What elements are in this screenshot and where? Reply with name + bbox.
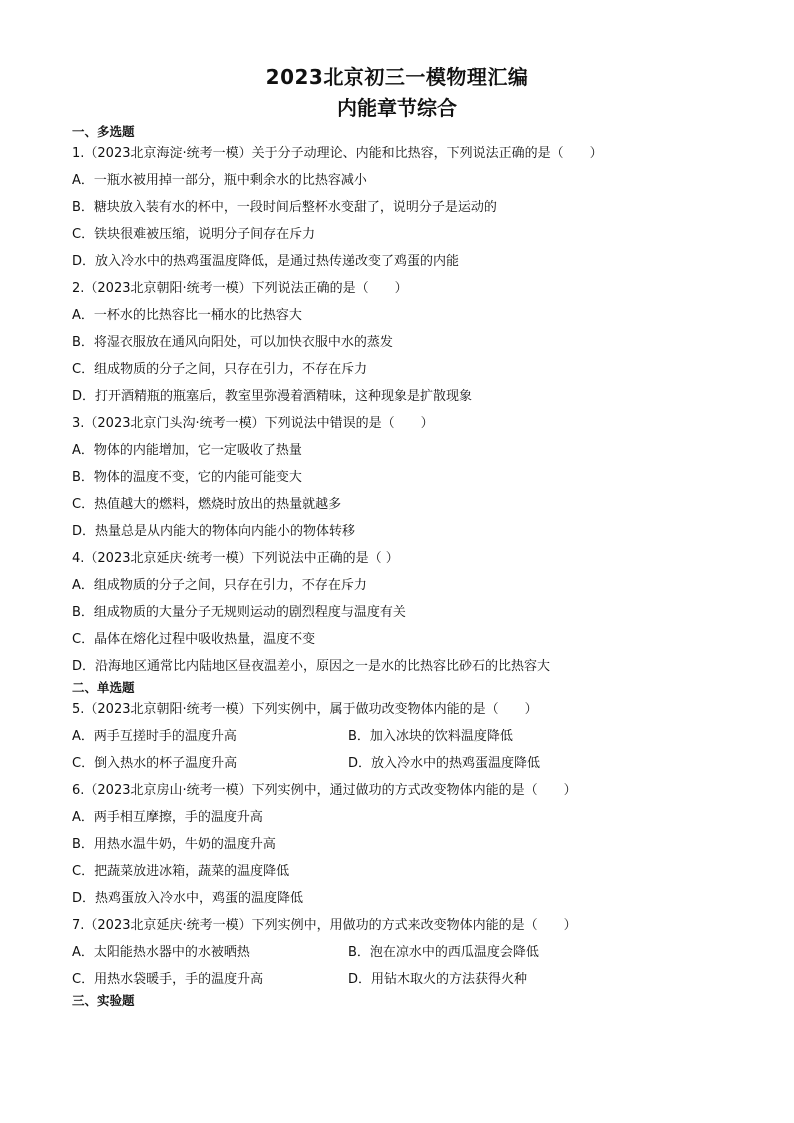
option-c: C．铁块很难被压缩，说明分子间存在斥力	[72, 227, 316, 242]
section-heading-multiple-choice: 一、多选题	[72, 124, 135, 139]
option-c: C．用热水袋暖手，手的温度升高	[72, 972, 264, 987]
option-c: C．晶体在熔化过程中吸收热量，温度不变	[72, 632, 316, 647]
question-stem: 7.（2023北京延庆·统考一模）下列实例中，用做功的方式来改变物体内能的是（ ）	[72, 918, 577, 933]
option-c: C．把蔬菜放进冰箱，蔬菜的温度降低	[72, 864, 290, 879]
section-heading-single-choice: 二、单选题	[72, 680, 135, 695]
option-row	[72, 939, 732, 966]
question-stem: 5.（2023北京朝阳·统考一模）下列实例中，属于做功改变物体内能的是（ ）	[72, 702, 538, 717]
question-stem: 3.（2023北京门头沟·统考一模）下列说法中错误的是（ ）	[72, 416, 434, 431]
option-b: B．组成物质的大量分子无规则运动的剧烈程度与温度有关	[72, 605, 406, 620]
option-b: B．用热水温牛奶，牛奶的温度升高	[72, 837, 276, 852]
question-stem: 2.（2023北京朝阳·统考一模）下列说法正确的是（ ）	[72, 281, 408, 296]
option-d: D．打开酒精瓶的瓶塞后，教室里弥漫着酒精味，这种现象是扩散现象	[72, 389, 473, 404]
document-body	[72, 124, 732, 1009]
option-b: B．加入冰块的饮料温度降低	[348, 729, 513, 744]
option-d: D．用钻木取火的方法获得火种	[348, 972, 528, 987]
document-title: 2023北京初三一模物理汇编	[265, 65, 529, 89]
option-d: D．热量总是从内能大的物体向内能小的物体转移	[72, 524, 356, 539]
option-row	[72, 750, 732, 777]
option-b: B．物体的温度不变，它的内能可能变大	[72, 470, 302, 485]
option-b: B．泡在凉水中的西瓜温度会降低	[348, 945, 539, 960]
option-a: A．太阳能热水器中的水被晒热	[72, 945, 250, 960]
document-subtitle: 内能章节综合	[337, 96, 457, 120]
question-stem: 1.（2023北京海淀·统考一模）关于分子动理论、内能和比热容，下列说法正确的是（ ）	[72, 146, 603, 161]
option-c: C．热值越大的燃料，燃烧时放出的热量就越多	[72, 497, 342, 512]
option-row	[72, 966, 732, 993]
option-d: D．沿海地区通常比内陆地区昼夜温差小，原因之一是水的比热容比砂石的比热容大	[72, 659, 551, 674]
option-d: D．放入冷水中的热鸡蛋温度降低	[348, 756, 541, 771]
option-row	[72, 723, 732, 750]
option-a: A．物体的内能增加，它一定吸收了热量	[72, 443, 302, 458]
question-stem: 4.（2023北京延庆·统考一模）下列说法中正确的是（ ）	[72, 551, 399, 566]
option-a: A．组成物质的分子之间，只存在引力，不存在斥力	[72, 578, 367, 593]
option-a: A．一瓶水被用掉一部分，瓶中剩余水的比热容减小	[72, 173, 367, 188]
question-stem: 6.（2023北京房山·统考一模）下列实例中，通过做功的方式改变物体内能的是（ ）	[72, 783, 577, 798]
option-c: C．倒入热水的杯子温度升高	[72, 756, 238, 771]
option-a: A．一杯水的比热容比一桶水的比热容大	[72, 308, 302, 323]
option-b: B．将湿衣服放在通风向阳处，可以加快衣服中水的蒸发	[72, 335, 393, 350]
option-d: D．热鸡蛋放入冷水中，鸡蛋的温度降低	[72, 891, 304, 906]
title-block	[0, 62, 794, 124]
option-a: A．两手互搓时手的温度升高	[72, 729, 237, 744]
section-heading-experiment: 三、实验题	[72, 993, 135, 1008]
option-c: C．组成物质的分子之间，只存在引力，不存在斥力	[72, 362, 368, 377]
option-d: D．放入冷水中的热鸡蛋温度降低，是通过热传递改变了鸡蛋的内能	[72, 254, 460, 269]
option-b: B．糖块放入装有水的杯中，一段时间后整杯水变甜了，说明分子是运动的	[72, 200, 497, 215]
option-a: A．两手相互摩擦，手的温度升高	[72, 810, 263, 825]
